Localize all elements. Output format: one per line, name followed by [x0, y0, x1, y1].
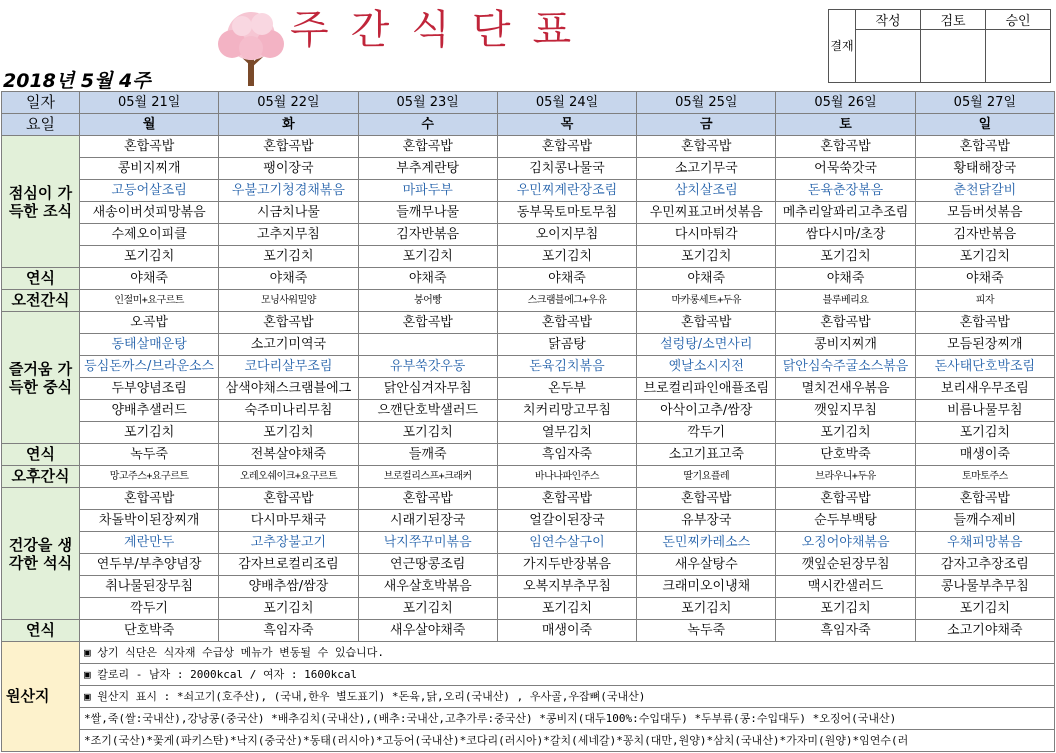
dow-cell: 월: [80, 114, 219, 136]
menu-item: 얼갈이된장국: [497, 510, 636, 532]
label-origin: 원산지: [2, 642, 80, 752]
menu-item: 삼치살조림: [637, 180, 776, 202]
menu-item: 크래미오이냉채: [637, 576, 776, 598]
menu-item: 혼합곡밥: [80, 488, 219, 510]
menu-item: 감자고추장조림: [915, 554, 1054, 576]
menu-item: 흑임자죽: [219, 620, 358, 642]
menu-item: 고등어살조림: [80, 180, 219, 202]
menu-item: 우민찌계란장조림: [497, 180, 636, 202]
label-dow: 요일: [2, 114, 80, 136]
menu-item: 딸기요플레: [637, 466, 776, 488]
menu-item: 포기김치: [358, 422, 497, 444]
menu-item: 소고기무국: [637, 158, 776, 180]
menu-item: 녹두죽: [637, 620, 776, 642]
menu-item: 메추리알꽈리고추조림: [776, 202, 915, 224]
menu-item: 어묵쑥갓국: [776, 158, 915, 180]
menu-item: 오이지무침: [497, 224, 636, 246]
menu-item: 숙주미나리무침: [219, 400, 358, 422]
origin-line: ▣ 상기 식단은 식자재 수급상 메뉴가 변동될 수 있습니다.: [80, 642, 1055, 664]
menu-item: 설렁탕/소면사리: [637, 334, 776, 356]
menu-item: 맥시칸샐러드: [776, 576, 915, 598]
dow-cell: 금: [637, 114, 776, 136]
menu-item: 브로컬리파인애플조림: [637, 378, 776, 400]
menu-item: 등심돈까스/브라운소스: [80, 356, 219, 378]
menu-item: 닭안심겨자무침: [358, 378, 497, 400]
menu-item: 깻잎지무침: [776, 400, 915, 422]
menu-item: 흑임자죽: [776, 620, 915, 642]
menu-item: 새우살야채죽: [358, 620, 497, 642]
menu-item: 혼합곡밥: [776, 488, 915, 510]
menu-item: 혼합곡밥: [358, 312, 497, 334]
menu-table: [1, 91, 1055, 752]
menu-item: 혼합곡밥: [637, 312, 776, 334]
menu-item: 연두부/부추양념장: [80, 554, 219, 576]
menu-item: 김자반볶음: [358, 224, 497, 246]
menu-item: 깍두기: [80, 598, 219, 620]
menu-item: 망고주스+요구르트: [80, 466, 219, 488]
menu-item: 돈육춘장볶음: [776, 180, 915, 202]
dow-cell: 화: [219, 114, 358, 136]
approval-col-writer: 작성: [856, 10, 921, 30]
menu-item: 토마토주스: [915, 466, 1054, 488]
date-cell: 05월 21일: [80, 92, 219, 114]
menu-item: 동부묵토마토무침: [497, 202, 636, 224]
header: [0, 0, 1056, 92]
menu-item: [358, 334, 497, 356]
approval-signature-cell[interactable]: [856, 30, 921, 83]
menu-item: 모듬버섯볶음: [915, 202, 1054, 224]
approval-label: 결재: [829, 10, 856, 83]
menu-item: 소고기미역국: [219, 334, 358, 356]
menu-item: 녹두죽: [80, 444, 219, 466]
menu-item: 고추지무침: [219, 224, 358, 246]
menu-item: 모닝사워밀양: [219, 290, 358, 312]
approval-col-review: 검토: [921, 10, 986, 30]
menu-item: 매생이죽: [497, 620, 636, 642]
menu-item: 임연수살구이: [497, 532, 636, 554]
menu-item: 유부쑥갓우동: [358, 356, 497, 378]
menu-item: 혼합곡밥: [637, 136, 776, 158]
menu-item: 브로컬리스프+크래커: [358, 466, 497, 488]
menu-item: 혼합곡밥: [219, 488, 358, 510]
menu-item: 돈사태단호박조림: [915, 356, 1054, 378]
menu-item: 혼합곡밥: [915, 312, 1054, 334]
menu-item: 포기김치: [915, 598, 1054, 620]
menu-item: 연근땅콩조림: [358, 554, 497, 576]
menu-item: 고추장불고기: [219, 532, 358, 554]
menu-item: 우채피망볶음: [915, 532, 1054, 554]
menu-item: 취나물된장무침: [80, 576, 219, 598]
menu-item: 인절미+요구르트: [80, 290, 219, 312]
menu-item: 소고기표고죽: [637, 444, 776, 466]
menu-item: 혼합곡밥: [915, 488, 1054, 510]
menu-item: 혼합곡밥: [776, 136, 915, 158]
menu-item: 포기김치: [219, 422, 358, 444]
menu-item: 오레오쉐이크+요구르트: [219, 466, 358, 488]
menu-item: 혼합곡밥: [497, 136, 636, 158]
menu-item: 다시마무채국: [219, 510, 358, 532]
menu-item: 으깬단호박샐러드: [358, 400, 497, 422]
menu-item: 바나나파인주스: [497, 466, 636, 488]
menu-item: 매생이죽: [915, 444, 1054, 466]
menu-item: 차돌박이된장찌개: [80, 510, 219, 532]
menu-item: 야채죽: [776, 268, 915, 290]
approval-signature-cell[interactable]: [921, 30, 986, 83]
menu-item: 동태살매운탕: [80, 334, 219, 356]
menu-item: 유부장국: [637, 510, 776, 532]
menu-item: 계란만두: [80, 532, 219, 554]
menu-item: 흑임자죽: [497, 444, 636, 466]
label-pm_snack: 오후간식: [2, 466, 80, 488]
menu-item: 쌈다시마/초장: [776, 224, 915, 246]
approval-box: [828, 9, 1051, 83]
menu-item: 소고기야채죽: [915, 620, 1054, 642]
menu-item: 야채죽: [915, 268, 1054, 290]
label-breakfast_porridge: 연식: [2, 268, 80, 290]
menu-item: 아삭이고추/쌈장: [637, 400, 776, 422]
label-am_snack: 오전간식: [2, 290, 80, 312]
page-title: 주간식단표: [290, 7, 594, 53]
origin-line: *조기(국산)*꽃게(파키스탄)*낙지(중국산)*동태(러시아)*고등어(국내산)*코다리(러시아)*갈치(세네갈)*꽁치(대만,원양)*삼치(국내산)*가자미(원양)*임연수(러: [80, 730, 1055, 752]
menu-item: 붕어빵: [358, 290, 497, 312]
menu-item: 삼색야채스크램블에그: [219, 378, 358, 400]
menu-item: 부추계란탕: [358, 158, 497, 180]
menu-item: 닭안심숙주굴소스볶음: [776, 356, 915, 378]
menu-item: 들깨죽: [358, 444, 497, 466]
menu-item: 황태해장국: [915, 158, 1054, 180]
menu-item: 열무김치: [497, 422, 636, 444]
menu-item: 마카롱세트+두유: [637, 290, 776, 312]
menu-item: 새우살호박볶음: [358, 576, 497, 598]
menu-item: 치커리망고무침: [497, 400, 636, 422]
menu-item: 콩비지찌개: [776, 334, 915, 356]
menu-item: 오징어야채볶음: [776, 532, 915, 554]
menu-item: 혼합곡밥: [637, 488, 776, 510]
label-dinner_porridge: 연식: [2, 620, 80, 642]
menu-item: 혼합곡밥: [776, 312, 915, 334]
menu-item: 포기김치: [497, 598, 636, 620]
dow-cell: 목: [497, 114, 636, 136]
menu-item: 포기김치: [915, 422, 1054, 444]
week-label: 2018년 5월 4주: [3, 70, 151, 92]
origin-line: ▣ 칼로리 - 남자 : 2000kcal / 여자 : 1600kcal: [80, 664, 1055, 686]
menu-item: 포기김치: [497, 246, 636, 268]
menu-item: 야채죽: [80, 268, 219, 290]
approval-col-approve: 승인: [986, 10, 1051, 30]
menu-item: 깍두기: [637, 422, 776, 444]
dow-cell: 토: [776, 114, 915, 136]
menu-item: 포기김치: [219, 246, 358, 268]
menu-item: 수제오이피클: [80, 224, 219, 246]
menu-item: 혼합곡밥: [358, 136, 497, 158]
menu-item: 포기김치: [915, 246, 1054, 268]
menu-item: 깻잎순된장무침: [776, 554, 915, 576]
label-lunch_porridge: 연식: [2, 444, 80, 466]
label-date: 일자: [2, 92, 80, 114]
menu-item: 비름나물무침: [915, 400, 1054, 422]
menu-item: 브라우니+두유: [776, 466, 915, 488]
menu-item: 순두부백탕: [776, 510, 915, 532]
menu-item: 야채죽: [497, 268, 636, 290]
menu-item: 포기김치: [637, 246, 776, 268]
menu-item: 오곡밥: [80, 312, 219, 334]
label-breakfast: 점심이 가득한 조식: [2, 136, 80, 268]
menu-item: 혼합곡밥: [219, 136, 358, 158]
menu-item: 콩나물부추무침: [915, 576, 1054, 598]
date-cell: 05월 24일: [497, 92, 636, 114]
menu-item: 김자반볶음: [915, 224, 1054, 246]
menu-item: 야채죽: [219, 268, 358, 290]
menu-item: 두부양념조림: [80, 378, 219, 400]
menu-item: 포기김치: [358, 246, 497, 268]
date-cell: 05월 27일: [915, 92, 1054, 114]
label-dinner: 건강을 생각한 석식: [2, 488, 80, 620]
menu-item: 돈민찌카레소스: [637, 532, 776, 554]
date-cell: 05월 23일: [358, 92, 497, 114]
menu-item: 닭곰탕: [497, 334, 636, 356]
menu-item: 새우살탕수: [637, 554, 776, 576]
menu-item: 코다리살무조림: [219, 356, 358, 378]
menu-item: 마파두부: [358, 180, 497, 202]
menu-item: 감자브로컬리조림: [219, 554, 358, 576]
menu-item: 팽이장국: [219, 158, 358, 180]
menu-item: 보리새우무조림: [915, 378, 1054, 400]
cherry-blossom-tree-icon: [212, 8, 290, 88]
menu-item: 다시마튀각: [637, 224, 776, 246]
menu-item: 오복지부추무침: [497, 576, 636, 598]
menu-item: 들깨무나물: [358, 202, 497, 224]
menu-item: 혼합곡밥: [915, 136, 1054, 158]
menu-item: 들깨수제비: [915, 510, 1054, 532]
menu-item: 야채죽: [358, 268, 497, 290]
menu-item: 포기김치: [637, 598, 776, 620]
menu-item: 피자: [915, 290, 1054, 312]
menu-item: 블루베리요: [776, 290, 915, 312]
approval-signature-cell[interactable]: [986, 30, 1051, 83]
menu-item: 가지두반장볶음: [497, 554, 636, 576]
menu-item: 스크램블에그+우유: [497, 290, 636, 312]
menu-item: 야채죽: [637, 268, 776, 290]
menu-item: 전복살야채죽: [219, 444, 358, 466]
menu-item: 혼합곡밥: [219, 312, 358, 334]
menu-item: 돈육김치볶음: [497, 356, 636, 378]
menu-item: 포기김치: [776, 246, 915, 268]
menu-item: 포기김치: [80, 422, 219, 444]
origin-line: *쌀,죽(쌀:국내산),강낭콩(중국산) *배추김치(국내산),(배추:국내산,고추가루:중국산) *콩비지(대두100%:수입대두) *두부류(콩:수입대두) *오징어(국내산): [80, 708, 1055, 730]
menu-item: 김치콩나물국: [497, 158, 636, 180]
date-cell: 05월 26일: [776, 92, 915, 114]
menu-item: 포기김치: [219, 598, 358, 620]
menu-item: 새송이버섯피망볶음: [80, 202, 219, 224]
menu-item: 혼합곡밥: [497, 312, 636, 334]
dow-cell: 일: [915, 114, 1054, 136]
date-cell: 05월 22일: [219, 92, 358, 114]
menu-item: 멸치건새우볶음: [776, 378, 915, 400]
origin-line: ▣ 원산지 표시 : *쇠고기(호주산), (국내,한우 별도표기) *돈육,닭,오리(국내산) , 우사골,우잡뼈(국내산): [80, 686, 1055, 708]
date-cell: 05월 25일: [637, 92, 776, 114]
menu-item: 포기김치: [776, 598, 915, 620]
menu-item: 혼합곡밥: [80, 136, 219, 158]
menu-item: 우불고기청경채볶음: [219, 180, 358, 202]
menu-item: 포기김치: [80, 246, 219, 268]
menu-item: 혼합곡밥: [497, 488, 636, 510]
menu-item: 우민찌표고버섯볶음: [637, 202, 776, 224]
label-lunch: 즐거움 가득한 중식: [2, 312, 80, 444]
menu-item: 양배추샐러드: [80, 400, 219, 422]
menu-item: 춘천닭갈비: [915, 180, 1054, 202]
menu-item: 온두부: [497, 378, 636, 400]
menu-item: 시금치나물: [219, 202, 358, 224]
menu-item: 혼합곡밥: [358, 488, 497, 510]
menu-item: 포기김치: [358, 598, 497, 620]
menu-item: 낙지쭈꾸미볶음: [358, 532, 497, 554]
menu-item: 단호박죽: [776, 444, 915, 466]
menu-item: 콩비지찌개: [80, 158, 219, 180]
menu-item: 모듬된장찌개: [915, 334, 1054, 356]
dow-cell: 수: [358, 114, 497, 136]
menu-item: 단호박죽: [80, 620, 219, 642]
menu-item: 시래기된장국: [358, 510, 497, 532]
menu-item: 양배추쌈/쌈장: [219, 576, 358, 598]
menu-item: 포기김치: [776, 422, 915, 444]
menu-item: 옛날소시지전: [637, 356, 776, 378]
